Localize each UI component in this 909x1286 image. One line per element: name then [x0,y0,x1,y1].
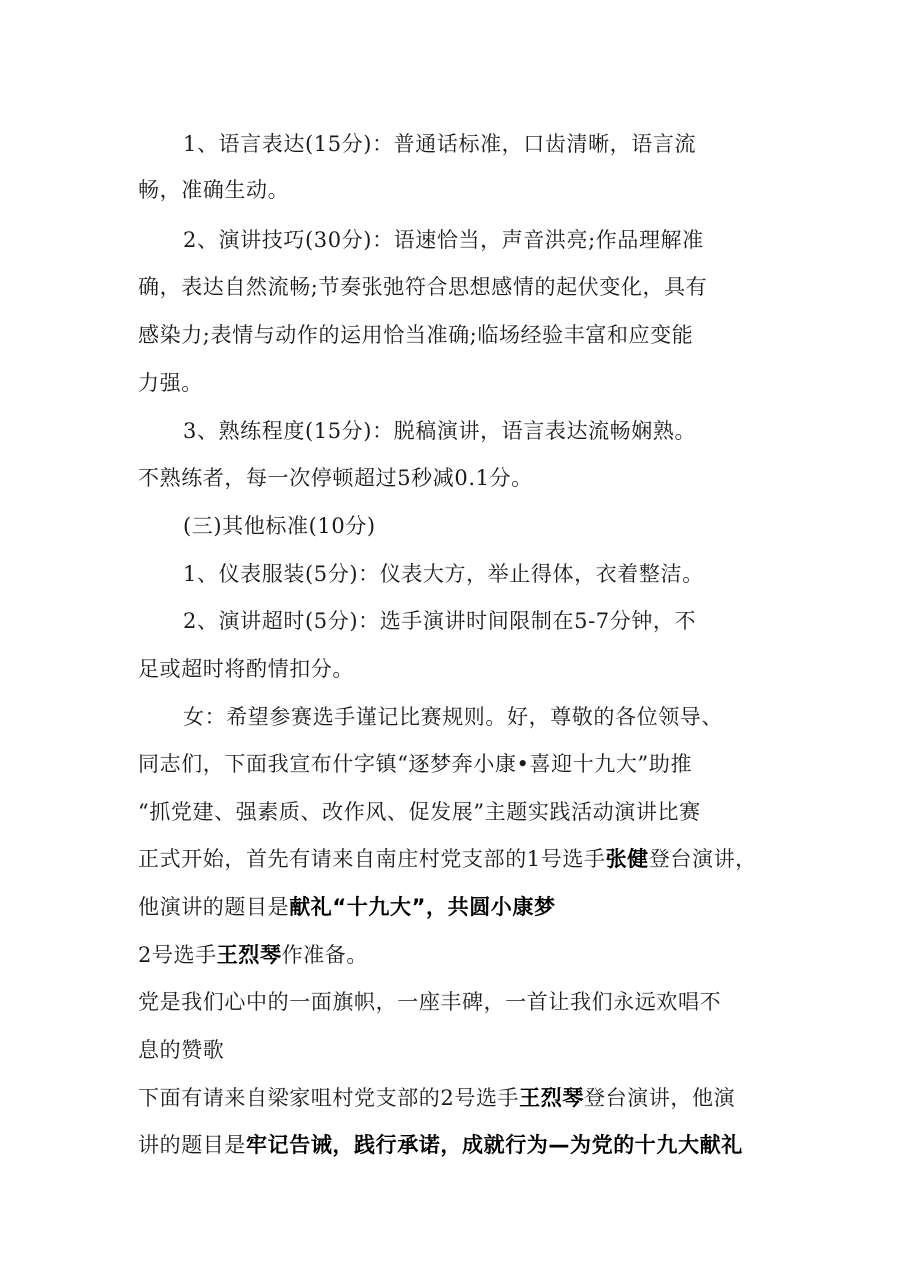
text-run: 不熟练者，每一次停顿超过5秒减0.1分。 [138,466,533,490]
text-run: 1、语言表达(15分)：普通话标准，口齿清晰，语言流 [183,132,697,156]
text-run: “抓党建、强素质、改作风、促发展”主题实践活动演讲比赛 [138,800,701,824]
text-run: 登台演讲， [648,847,757,871]
paragraph-line [138,175,289,205]
paragraph-line [138,749,692,779]
text-run: 2、演讲技巧(30分)：语速恰当，声音洪亮;作品理解准 [183,228,704,252]
speech-title: 献礼“十九大”，共圆小康梦 [289,895,556,919]
speaker-name: 王烈琴 [519,1086,584,1110]
paragraph-line [138,844,757,874]
paragraph-line [183,129,696,159]
text-run: 正式开始，首先有请来自南庄村党支部的1号选手 [138,847,606,871]
paragraph-line [183,416,696,446]
paragraph-line [138,368,203,398]
text-run: 息的赞歌 [138,1038,225,1062]
text-run: 下面有请来自梁家咀村党支部的2号选手 [138,1086,520,1110]
text-run: 1、仪表服装(5分)：仪表大方，举止得体，衣着整洁。 [183,562,704,586]
text-run: 3、熟练程度(15分)：脱稿演讲，语言表达流畅娴熟。 [183,419,697,443]
paragraph-line [183,559,704,589]
paragraph-line [183,702,723,732]
speaker-name: 张健 [605,847,649,871]
paragraph-line [138,987,721,1017]
text-run: 感染力;表情与动作的运用恰当准确;临场经验丰富和应变能 [138,323,694,347]
paragraph-line [138,797,701,827]
paragraph-line [138,1035,224,1065]
speech-title: 牢记告诫，践行承诺，成就行为—为党的十九大献礼 [246,1133,743,1157]
paragraph-line [138,892,556,922]
section-heading [183,511,376,541]
paragraph-line [138,272,707,302]
paragraph-line [138,320,693,350]
text-run: (三)其他标准(10分) [183,514,376,538]
paragraph-line [138,1130,743,1160]
text-run: 登台演讲，他演 [583,1086,736,1110]
text-run: 女：希望参赛选手谨记比赛规则。好，尊敬的各位领导、 [183,705,723,729]
text-run: 同志们，下面我宣布什字镇“逐梦奔小康•喜迎十九大”助推 [138,752,693,776]
text-run: 他演讲的题目是 [138,895,290,919]
paragraph-line [183,606,696,636]
paragraph-line [138,463,533,493]
text-run: 作准备。 [281,943,368,967]
text-run: 2、演讲超时(5分)：选手演讲时间限制在5-7分钟，不 [183,609,697,633]
speaker-name: 王烈琴 [216,943,282,967]
text-run: 畅，准确生动。 [138,178,290,202]
text-run: 讲的题目是 [138,1133,246,1157]
text-run: 确，表达自然流畅;节奏张弛符合思想感情的起伏变化，具有 [138,275,708,299]
paragraph-line [138,1083,735,1113]
text-run: 力强。 [138,371,203,395]
text-run: 2号选手 [138,943,217,967]
text-run: 党是我们心中的一面旗帜，一座丰碑，一首让我们永远欢唱不 [138,990,722,1014]
paragraph-line [138,940,368,970]
paragraph-line [138,654,354,684]
text-run: 足或超时将酌情扣分。 [138,657,354,681]
paragraph-line [183,225,704,255]
